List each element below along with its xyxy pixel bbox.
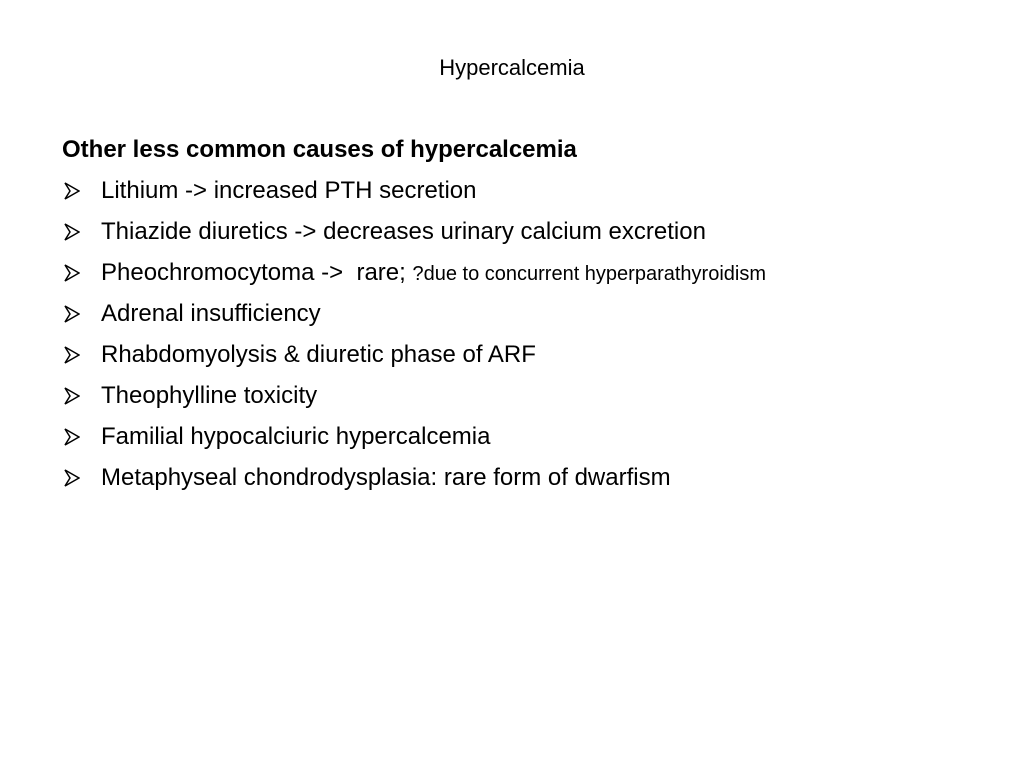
bullet-text: Adrenal insufficiency [101,300,321,327]
bullet-text: Lithium -> increased PTH secretion [101,177,477,204]
bullet-text: Familial hypocalciuric hypercalcemia [101,423,491,450]
bullet-item [62,296,982,332]
bullet-text: Rhabdomyolysis & diuretic phase of ARF [101,341,536,368]
arrow-bullet-icon [64,223,80,241]
arrow-bullet-icon [64,469,80,487]
bullet-item [62,378,982,414]
bullet-item [62,337,982,373]
bullet-item [62,419,982,455]
bullet-note: ?due to concurrent hyperparathyroidism [412,263,766,285]
bullet-item [62,173,982,209]
arrow-bullet-icon [64,346,80,364]
bullet-item [62,460,982,496]
arrow-bullet-icon [64,264,80,282]
bullet-text: Metaphyseal chondrodysplasia: rare form of dwarfism [101,464,671,491]
arrow-bullet-icon [64,428,80,446]
arrow-bullet-icon [64,387,80,405]
bullet-text: Pheochromocytoma -> rare; [101,259,413,286]
section-heading: Other less common causes of hypercalcemia [62,136,577,163]
bullet-text: Thiazide diuretics -> decreases urinary calcium excretion [101,218,706,245]
arrow-bullet-icon [64,305,80,323]
slide-content [62,132,982,501]
arrow-bullet-icon [64,182,80,200]
bullet-text: Theophylline toxicity [101,382,318,409]
bullet-item [62,214,982,250]
bullet-item [62,255,982,291]
bullet-list [62,173,982,496]
slide-title: Hypercalcemia [439,55,585,80]
